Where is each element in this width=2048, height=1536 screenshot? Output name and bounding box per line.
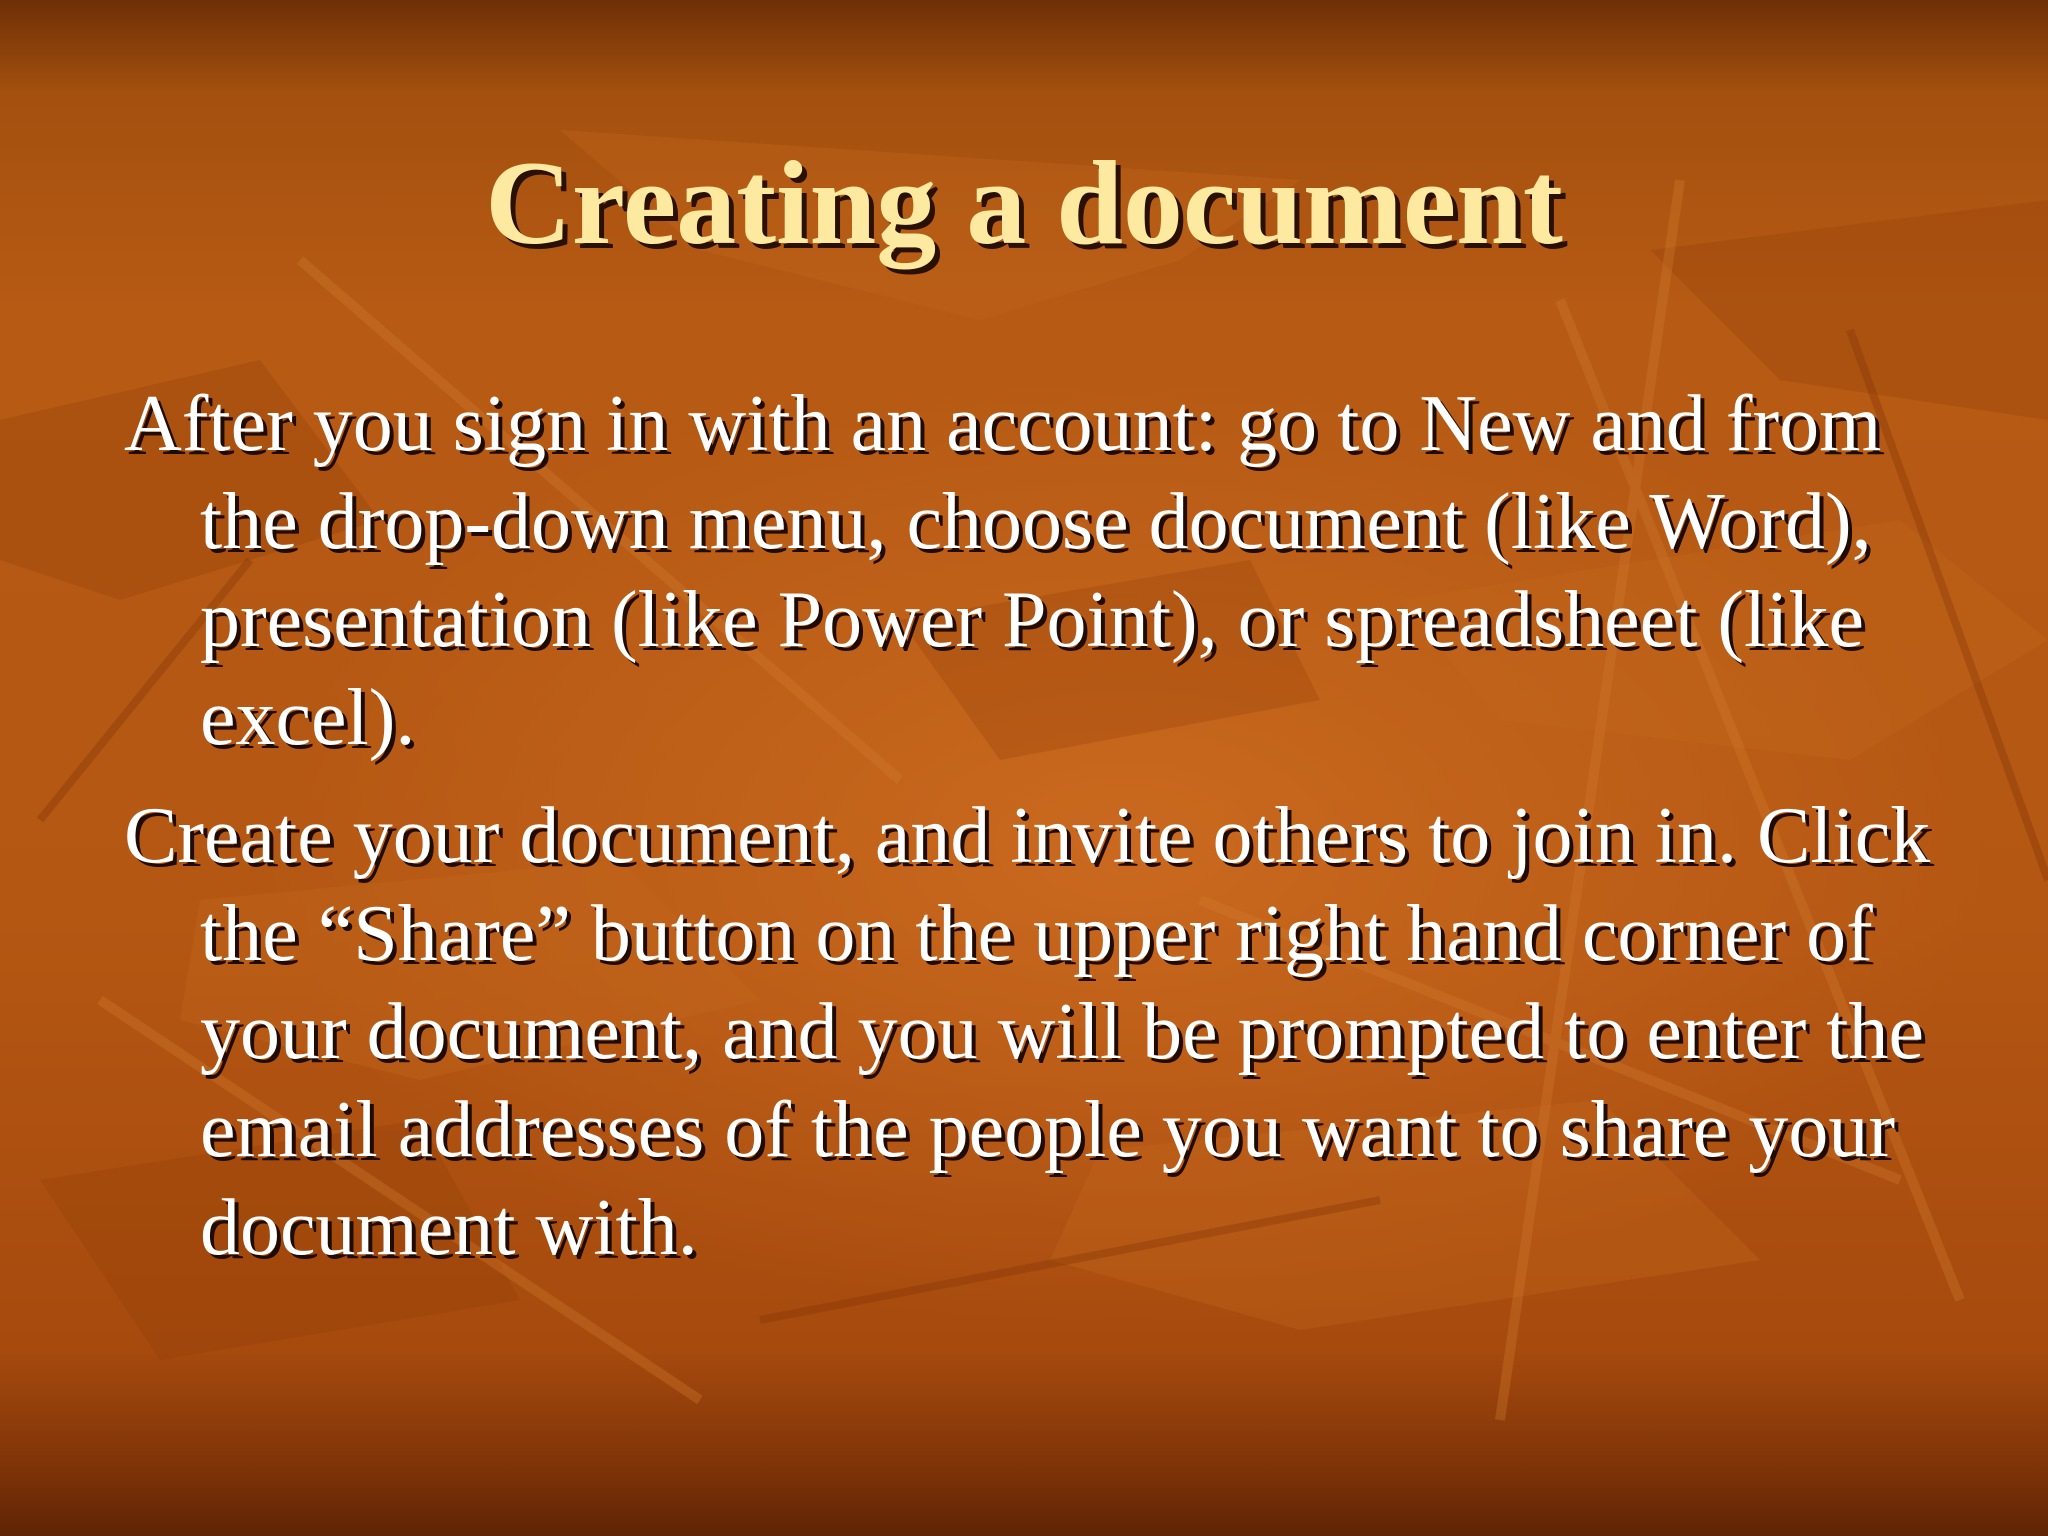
bullet-item-2: Create your document, and invite others to join in. Click the “Share” button on the upper right hand corner of your document, and you will be prompted to enter the email addresses of the people you want to share your document with. — [124, 792, 1931, 1272]
slide-title: Creating a document — [485, 136, 1563, 269]
bullet-list — [124, 375, 1984, 1297]
bullet-item-1: After you sign in with an account: go to New and from the drop-down menu, choose document (like Word), presentation (like Power Point), or spreadsheet (like excel). — [124, 380, 1882, 762]
